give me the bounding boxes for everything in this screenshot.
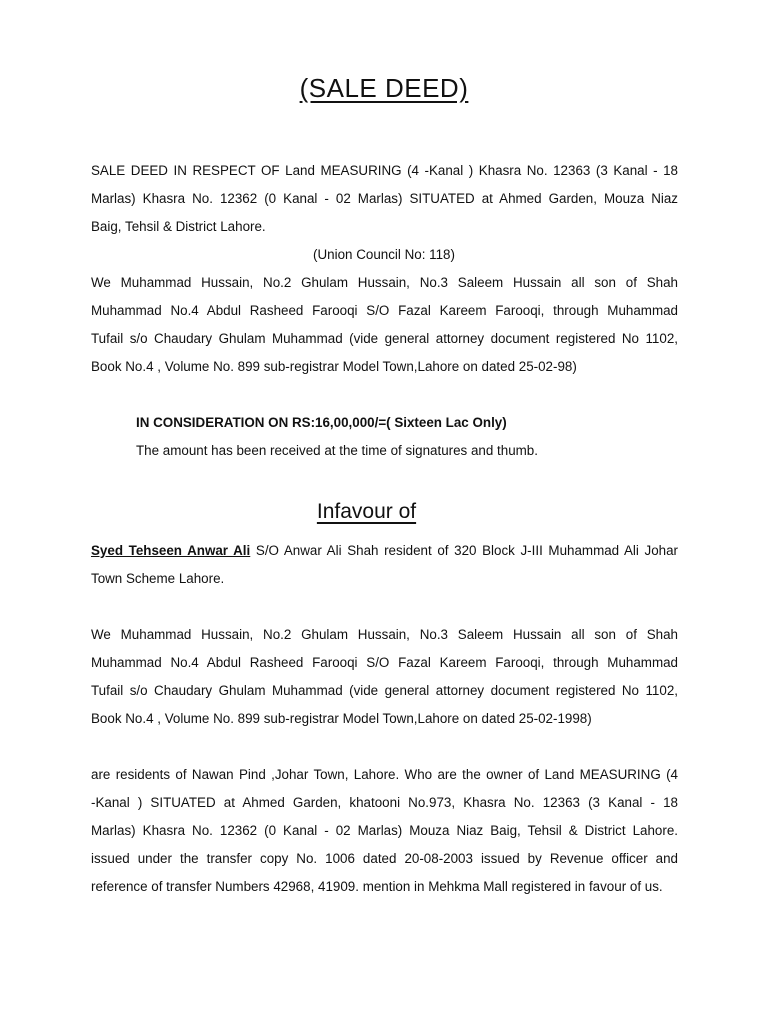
sellers-paragraph-2 (91, 621, 678, 733)
sellers-line: Muhammad No.4 Abdul Rasheed Farooqi S/O Fazal Kareem Farooqi, through Muhammad (91, 655, 678, 670)
intro-line: Baig, Tehsil & District Lahore. (91, 219, 266, 234)
sellers-line: Tufail s/o Chaudary Ghulam Muhammad (vide general attorney document registered No 1102, (91, 331, 678, 346)
residents-line: issued under the transfer copy No. 1006 dated 20-08-2003 issued by Revenue officer and (91, 851, 678, 866)
sellers-line: Tufail s/o Chaudary Ghulam Muhammad (vide general attorney document registered No 1102, (91, 683, 678, 698)
sellers-line: Book No.4 , Volume No. 899 sub-registrar Model Town,Lahore on dated 25-02-1998) (91, 711, 592, 726)
residents-line: Marlas) Khasra No. 12362 (0 Kanal - 02 Marlas) Mouza Niaz Baig, Tehsil & District Lahore. (91, 823, 678, 838)
buyer-line (91, 537, 678, 565)
residents-paragraph (91, 761, 678, 901)
infavour-heading: Infavour of (316, 500, 417, 523)
payment-received-note: The amount has been received at the time of signatures and thumb. (136, 443, 538, 458)
intro-paragraph (91, 157, 678, 241)
sellers-line: We Muhammad Hussain, No.2 Ghulam Hussain, No.3 Saleem Hussain all son of Shah (91, 627, 678, 642)
residents-line: -Kanal ) SITUATED at Ahmed Garden, khatooni No.973, Khasra No. 12363 (3 Kanal - 18 (91, 795, 678, 810)
sellers-paragraph (91, 269, 678, 381)
buyer-details: S/O Anwar Ali Shah resident of 320 Block J-III Muhammad Ali Johar (250, 543, 679, 558)
buyer-name: Syed Tehseen Anwar Ali (91, 543, 251, 558)
buyer-line: Town Scheme Lahore. (91, 571, 225, 586)
sellers-line: We Muhammad Hussain, No.2 Ghulam Hussain, No.3 Saleem Hussain all son of Shah (91, 275, 678, 290)
document-title: (SALE DEED) (299, 73, 469, 103)
residents-line: are residents of Nawan Pind ,Johar Town, Lahore. Who are the owner of Land MEASURING (4 (91, 767, 678, 782)
intro-line: SALE DEED IN RESPECT OF Land MEASURING (4 -Kanal ) Khasra No. 12363 (3 Kanal - 18 (91, 163, 678, 178)
intro-line: Marlas) Khasra No. 12362 (0 Kanal - 02 Marlas) SITUATED at Ahmed Garden, Mouza Niaz (91, 191, 678, 206)
consideration-amount: IN CONSIDERATION ON RS:16,00,000/=( Sixteen Lac Only) (136, 415, 507, 430)
sellers-line: Book No.4 , Volume No. 899 sub-registrar Model Town,Lahore on dated 25-02-98) (91, 359, 577, 374)
sellers-line: Muhammad No.4 Abdul Rasheed Farooqi S/O Fazal Kareem Farooqi, through Muhammad (91, 303, 678, 318)
buyer-paragraph (91, 537, 678, 593)
union-council: (Union Council No: 118) (313, 247, 455, 262)
residents-line: reference of transfer Numbers 42968, 41909. mention in Mehkma Mall registered in favour of us. (91, 879, 663, 894)
